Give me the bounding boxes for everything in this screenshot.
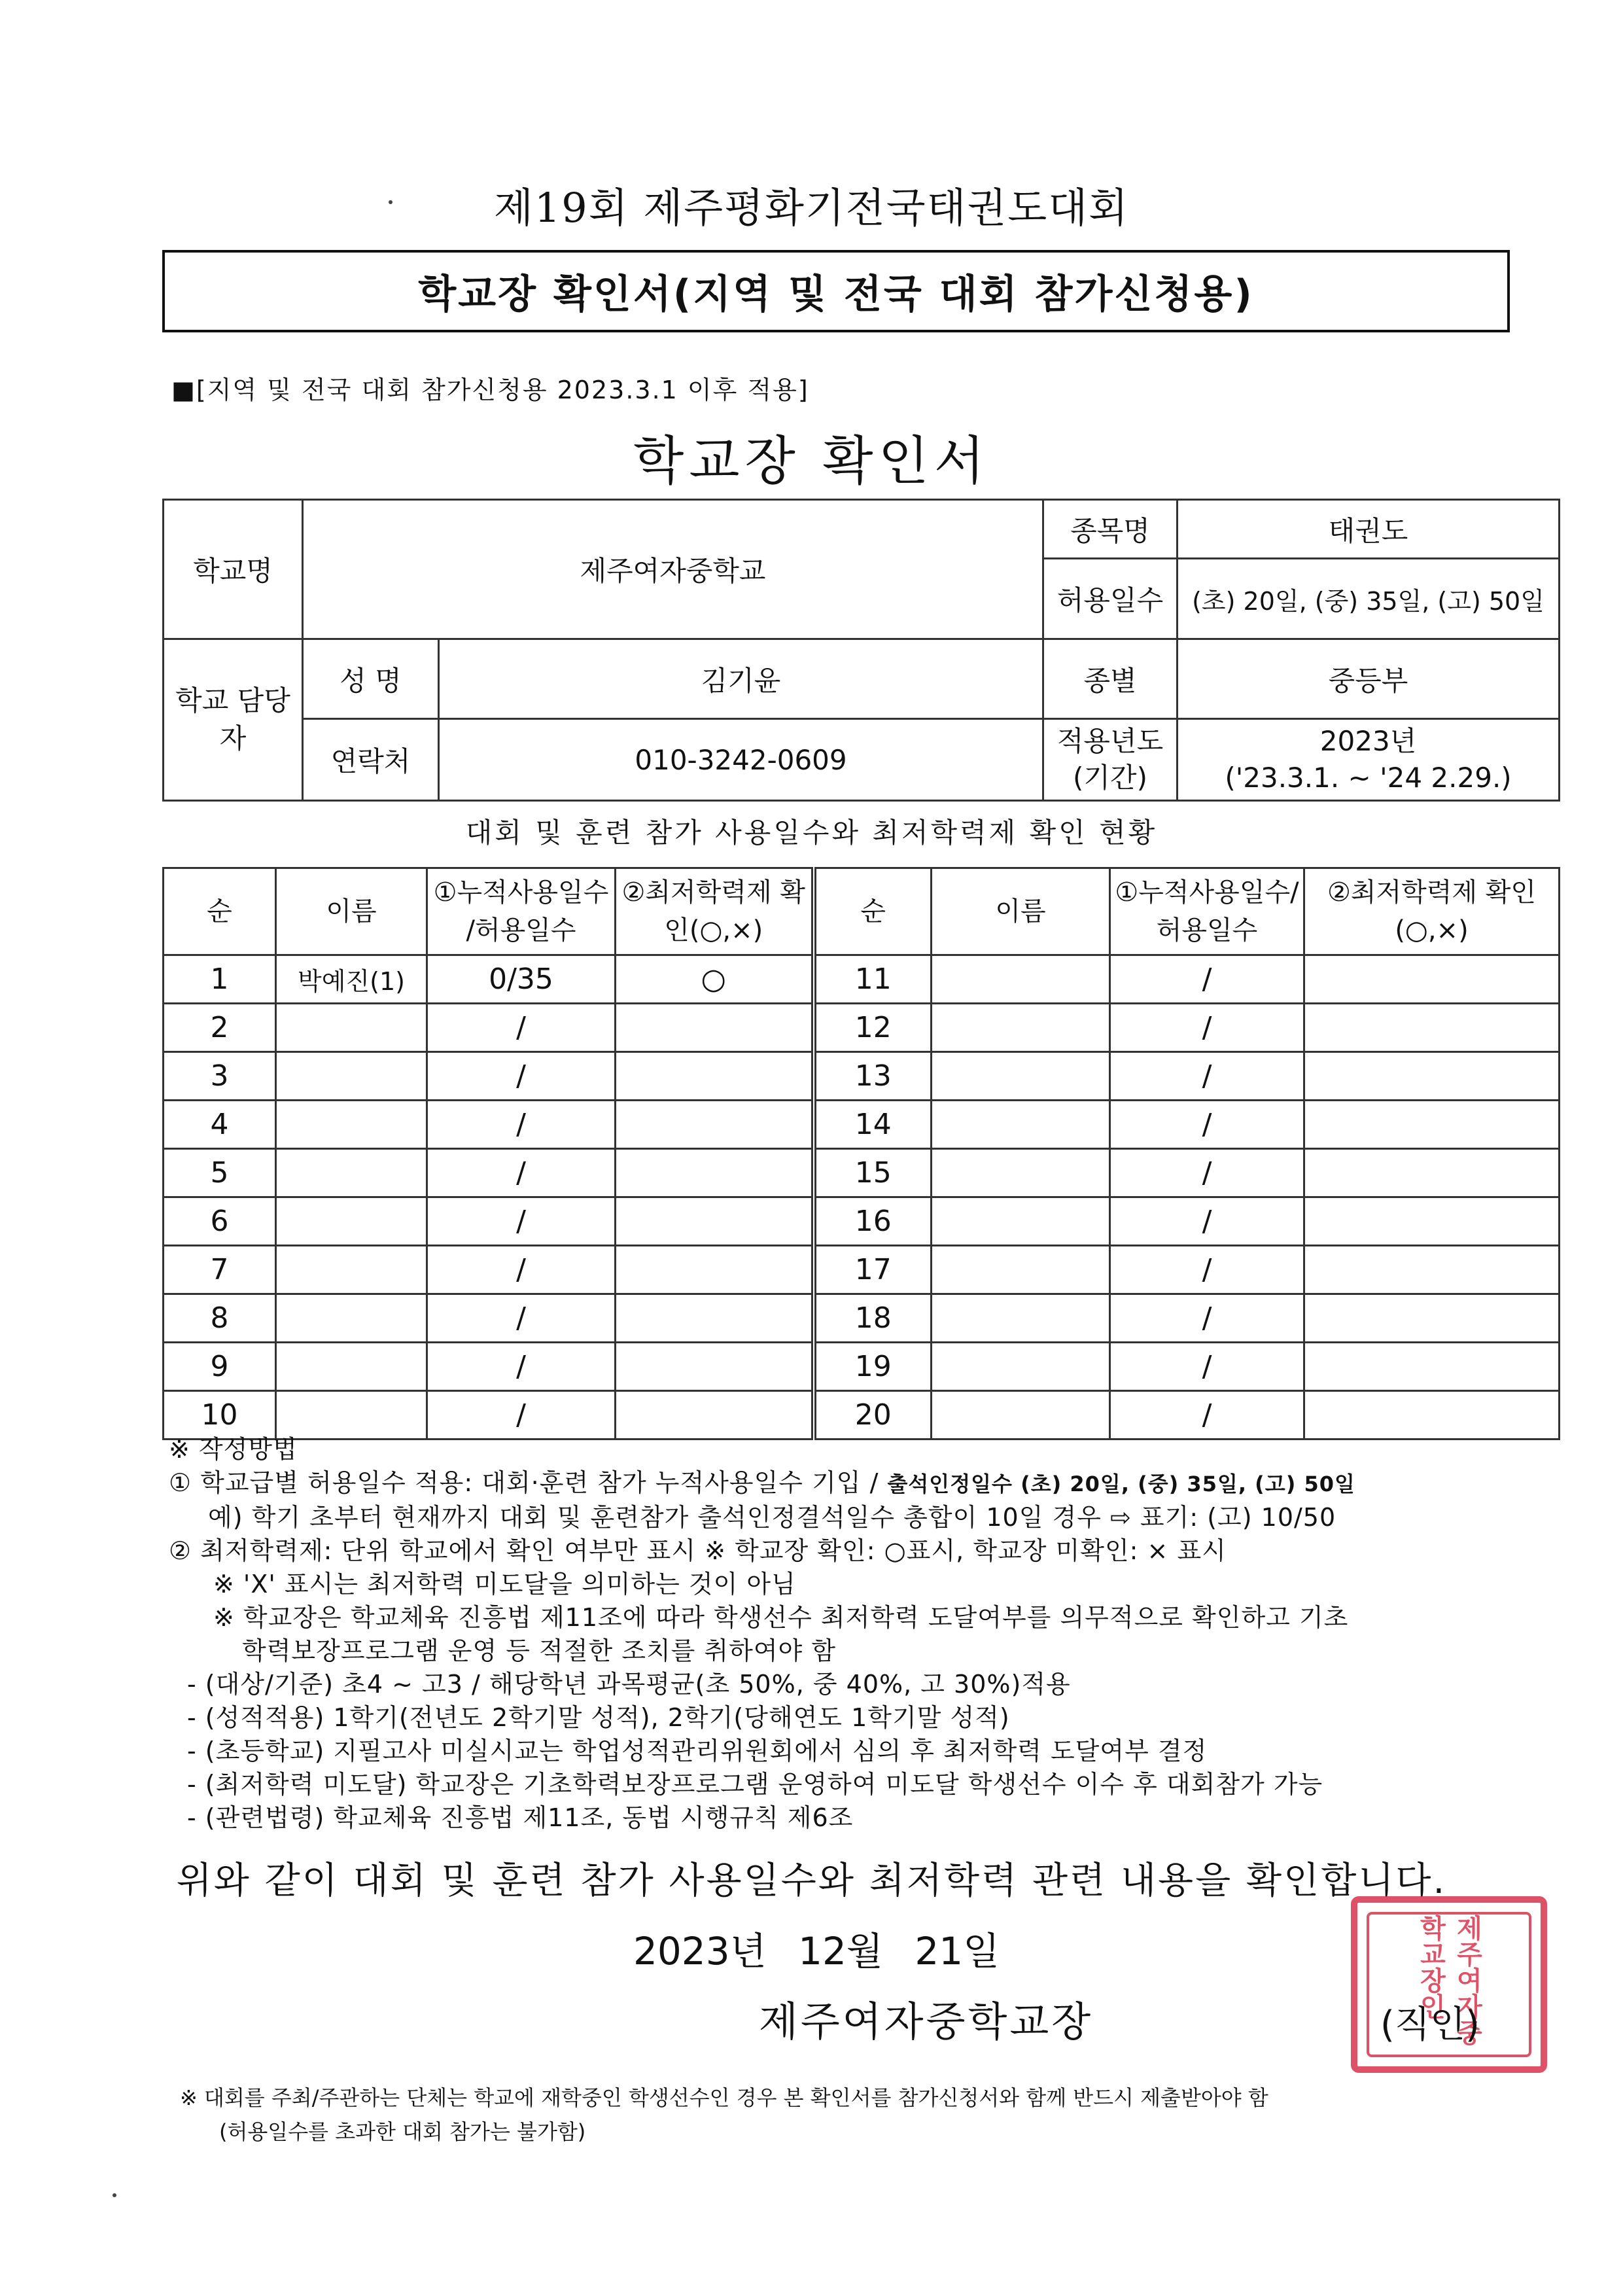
row-check-left (616, 1391, 814, 1439)
footnote-line-2: (허용일수를 초과한 대회 참가는 불가함) (219, 2119, 586, 2144)
row-no-right: 17 (814, 1246, 932, 1294)
row-name-right (932, 1343, 1110, 1391)
row-days-right: / (1110, 955, 1304, 1004)
signer-name: 제주여자중학교장 (759, 1998, 1094, 2045)
footnote (180, 2081, 1268, 2149)
row-check-right (1304, 1343, 1560, 1391)
row-no-left: 6 (164, 1197, 276, 1246)
year-value: 2023년 (1319, 725, 1417, 757)
row-check-right (1304, 1294, 1560, 1343)
confirm-statement: 위와 같이 대회 및 훈련 참가 사용일수와 최저학력 관련 내용을 확인합니다. (176, 1860, 1447, 1902)
table-row (164, 1294, 1560, 1343)
notes-section (169, 1433, 1582, 1835)
col-days-right: ①누적사용일수/ 허용일수 (1110, 868, 1304, 955)
division-label: 종별 (1043, 639, 1178, 719)
row-no-left: 9 (164, 1343, 276, 1391)
note-principal-duty: ※ 학교장은 학교체육 진흥법 제11조에 따라 학생선수 최저학력 도달여부를 의무적으로 확인하고 기초 (213, 1603, 1349, 1632)
issue-date (633, 1920, 1000, 1975)
allowed-days-label: 허용일수 (1043, 559, 1178, 639)
row-no-left: 2 (164, 1004, 276, 1052)
row-no-right: 15 (814, 1149, 932, 1197)
row-days-left: / (427, 1343, 616, 1391)
note-principal-duty-cont: 학력보장프로그램 운영 등 적절한 조치를 취하여야 함 (242, 1636, 837, 1665)
row-check-left (616, 1246, 814, 1294)
row-days-left: / (427, 1246, 616, 1294)
note-laws: - (관련법령) 학교체육 진흥법 제11조, 동법 시행규칙 제6조 (187, 1803, 854, 1832)
seal-text: 제주여자중학교장인 (1416, 1915, 1483, 2045)
row-days-left: / (427, 1101, 616, 1149)
row-no-right: 16 (814, 1197, 932, 1246)
row-no-left: 10 (164, 1391, 276, 1439)
row-name-right (932, 1052, 1110, 1101)
school-name: 제주여자중학교 (303, 500, 1043, 639)
row-name-right (932, 1294, 1110, 1343)
row-check-right (1304, 1004, 1560, 1052)
row-check-left (616, 1294, 814, 1343)
scan-speck (113, 2193, 116, 2197)
row-name-left (276, 1197, 427, 1246)
row-days-left: / (427, 1052, 616, 1101)
event-title: 제19회 제주평화기전국태권도대회 (493, 184, 1130, 232)
row-no-left: 7 (164, 1246, 276, 1294)
name-label: 성 명 (303, 639, 439, 719)
row-days-right: / (1110, 1391, 1304, 1439)
row-check-right (1304, 955, 1560, 1004)
note-below-min: - (최저학력 미도달) 학교장은 기초학력보장프로그램 운영하여 미도달 학생선수 이수 후 대회참가 가능 (187, 1770, 1323, 1799)
col-check-right: ②최저학력제 확인(○,×) (1304, 868, 1560, 955)
contact-label: 연락처 (303, 719, 439, 801)
row-name-right (932, 955, 1110, 1004)
col-days-left: ①누적사용일수 /허용일수 (427, 868, 616, 955)
row-name-left (276, 1004, 427, 1052)
row-check-left (616, 1343, 814, 1391)
table-row (164, 1391, 1560, 1439)
row-name-right (932, 1391, 1110, 1439)
row-name-left (276, 1294, 427, 1343)
info-table (162, 499, 1560, 802)
staff-name: 김기윤 (439, 639, 1043, 719)
row-check-left: ○ (616, 955, 814, 1004)
sport-label: 종목명 (1043, 500, 1178, 559)
row-name-right (932, 1004, 1110, 1052)
row-days-right: / (1110, 1246, 1304, 1294)
note-x-meaning: ※ 'X' 표시는 최저학력 미도달을 의미하는 것이 아님 (213, 1570, 796, 1598)
row-days-right: / (1110, 1004, 1304, 1052)
status-heading: 대회 및 훈련 참가 사용일수와 최저학력제 확인 현황 (465, 817, 1158, 849)
row-no-left: 5 (164, 1149, 276, 1197)
col-name-right: 이름 (932, 868, 1110, 955)
date-month: 12월 (798, 1929, 883, 1973)
row-check-right (1304, 1149, 1560, 1197)
date-day: 21일 (915, 1929, 1000, 1973)
table-row (164, 1101, 1560, 1149)
table-row (164, 1149, 1560, 1197)
school-label: 학교명 (164, 500, 303, 639)
row-no-right: 12 (814, 1004, 932, 1052)
date-year: 2023년 (633, 1929, 767, 1973)
table-row (164, 955, 1560, 1004)
row-days-right: / (1110, 1149, 1304, 1197)
row-name-left (276, 1149, 427, 1197)
row-days-left: / (427, 1149, 616, 1197)
row-no-left: 8 (164, 1294, 276, 1343)
note-1-text: ① 학교급별 허용일수 적용: 대회·훈련 참가 누적사용일수 기입 / (169, 1468, 888, 1497)
footnote-line-1: ※ 대회를 주최/주관하는 단체는 학교에 재학중인 학생선수인 경우 본 확인서를 참가신청서와 함께 반드시 제출받아야 함 (180, 2085, 1268, 2110)
row-name-right (932, 1246, 1110, 1294)
sport-value: 태권도 (1178, 500, 1560, 559)
row-days-left: 0/35 (427, 955, 616, 1004)
row-name-left: 박예진(1) (276, 955, 427, 1004)
staff-label: 학교 담당자 (164, 639, 303, 801)
row-check-left (616, 1052, 814, 1101)
row-days-left: / (427, 1391, 616, 1439)
row-check-right (1304, 1197, 1560, 1246)
row-name-left (276, 1391, 427, 1439)
notes-heading: ※ 작성방법 (169, 1435, 298, 1464)
document-title: 학교장 확인서(지역 및 전국 대회 참가신청용) (418, 272, 1254, 317)
row-name-left (276, 1343, 427, 1391)
row-days-right: / (1110, 1197, 1304, 1246)
seal-label: (직인) (1380, 2004, 1480, 2046)
row-name-left (276, 1052, 427, 1101)
row-no-right: 19 (814, 1343, 932, 1391)
row-days-right: / (1110, 1294, 1304, 1343)
row-days-right: / (1110, 1343, 1304, 1391)
row-no-left: 4 (164, 1101, 276, 1149)
col-name-left: 이름 (276, 868, 427, 955)
row-check-right (1304, 1246, 1560, 1294)
roster-table (162, 867, 1560, 1440)
apply-note: ■[지역 및 전국 대회 참가신청용 2023.3.1 이후 적용] (171, 376, 809, 404)
table-row (164, 1004, 1560, 1052)
roster-header-row (164, 868, 1560, 955)
main-title: 학교장 확인서 (633, 431, 990, 491)
year-cell (1178, 719, 1560, 801)
division-value: 중등부 (1178, 639, 1560, 719)
year-label: 적용년도 (기간) (1043, 719, 1178, 801)
document-title-box (162, 250, 1510, 332)
row-check-left (616, 1197, 814, 1246)
row-no-right: 18 (814, 1294, 932, 1343)
row-no-left: 1 (164, 955, 276, 1004)
row-days-left: / (427, 1197, 616, 1246)
note-target: - (대상/기준) 초4 ~ 고3 / 해당학년 과목평균(초 50%, 중 40%, 고 30%)적용 (187, 1670, 1071, 1699)
row-days-left: / (427, 1004, 616, 1052)
table-row (164, 1197, 1560, 1246)
row-days-left: / (427, 1294, 616, 1343)
row-check-right (1304, 1052, 1560, 1101)
row-check-left (616, 1004, 814, 1052)
note-grades: - (성적적용) 1학기(전년도 2학기말 성적), 2학기(당해연도 1학기말 성적) (187, 1703, 1010, 1732)
row-check-right (1304, 1391, 1560, 1439)
note-1-bold: 출석인정일수 (초) 20일, (중) 35일, (고) 50일 (887, 1472, 1355, 1496)
row-name-left (276, 1101, 427, 1149)
note-elementary: - (초등학교) 지필고사 미실시교는 학업성적관리위원회에서 심의 후 최저학력 도달여부 결정 (187, 1737, 1208, 1765)
allowed-days-value: (초) 20일, (중) 35일, (고) 50일 (1178, 559, 1560, 639)
row-days-right: / (1110, 1052, 1304, 1101)
period-value: ('23.3.1. ~ '24 2.29.) (1225, 762, 1512, 794)
row-check-left (616, 1101, 814, 1149)
table-row (164, 1052, 1560, 1101)
table-row (164, 1246, 1560, 1294)
note-example: 예) 학기 초부터 현재까지 대회 및 훈련참가 출석인정결석일수 총합이 10일 경우 ⇨ 표기: (고) 10/50 (208, 1503, 1336, 1532)
row-name-right (932, 1197, 1110, 1246)
row-no-right: 14 (814, 1101, 932, 1149)
note-1 (169, 1466, 1582, 1501)
row-no-right: 13 (814, 1052, 932, 1101)
row-check-left (616, 1149, 814, 1197)
row-name-right (932, 1149, 1110, 1197)
row-check-right (1304, 1101, 1560, 1149)
row-no-right: 20 (814, 1391, 932, 1439)
col-no-right: 순 (814, 868, 932, 955)
note-2: ② 최저학력제: 단위 학교에서 확인 여부만 표시 ※ 학교장 확인: ○표시, 학교장 미확인: × 표시 (169, 1536, 1227, 1565)
col-check-left: ②최저학력제 확인(○,×) (616, 868, 814, 955)
table-row (164, 1343, 1560, 1391)
row-name-left (276, 1246, 427, 1294)
col-no-left: 순 (164, 868, 276, 955)
row-name-right (932, 1101, 1110, 1149)
contact-value: 010-3242-0609 (439, 719, 1043, 801)
row-no-left: 3 (164, 1052, 276, 1101)
row-no-right: 11 (814, 955, 932, 1004)
row-days-right: / (1110, 1101, 1304, 1149)
